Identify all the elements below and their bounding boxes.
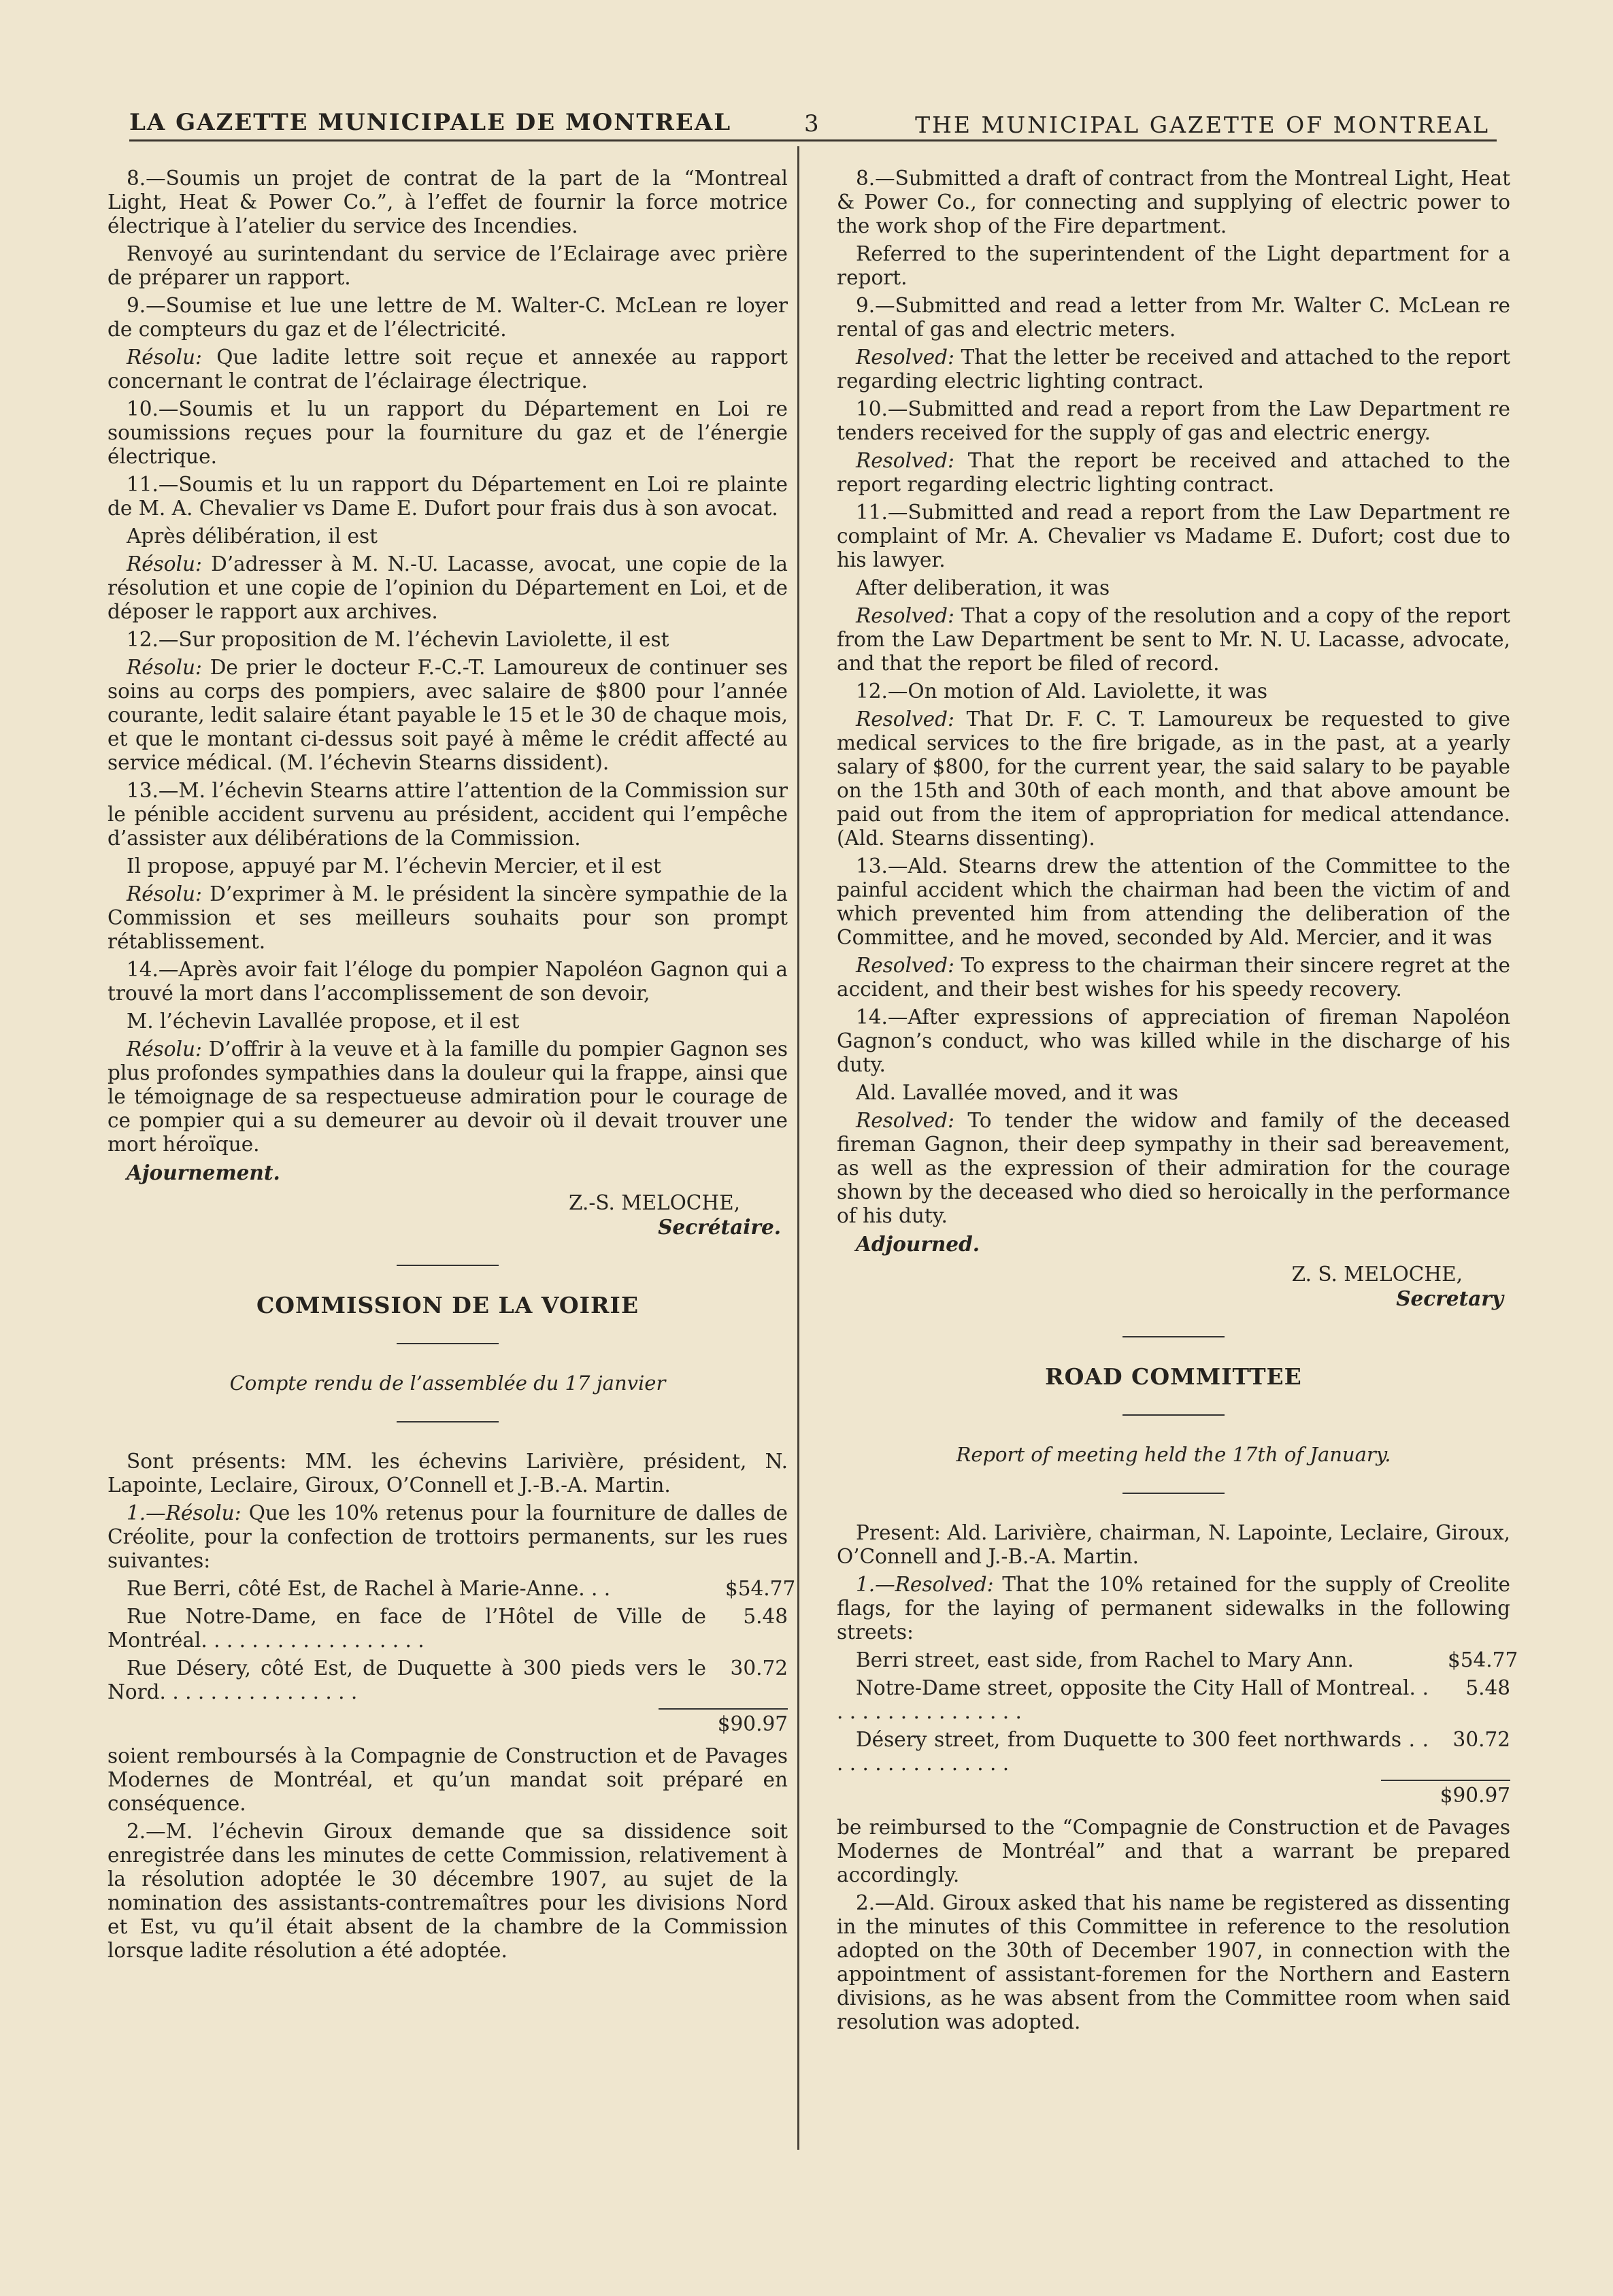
en-item-11-resolution (837, 604, 1510, 676)
fr-item-10: 10.—Soumis et lu un rapport du Département en Loi re soumissions reçues pour la fourniture du gaz et de l’énergie électrique. (107, 397, 788, 468)
signature-name: Z. S. MELOCHE, (1291, 1263, 1463, 1286)
amount-row (837, 1676, 1510, 1724)
fr-signature (107, 1191, 788, 1239)
fr-section-title: COMMISSION DE LA VOIRIE (256, 1292, 639, 1318)
resolution-label: 1.—Resolved: (856, 1573, 994, 1596)
fr-resolution-2: 2.—M. l’échevin Giroux demande que sa dissidence soit enregistrée dans les minutes de cette Commission, relativement à la résolution adoptée le 30 décembre 1907, au sujet de la nomination des assistants-contremaîtres pour les divisions Nord et Est, vu qu’il était absent de la chambre de la Commission lorsque ladite résolution a été adoptée. (107, 1820, 788, 1962)
fr-item-12-resolution (107, 656, 788, 775)
amount-row (837, 1648, 1518, 1672)
resolution-label: Resolved: (856, 954, 954, 977)
amount-value: 30.72 (1452, 1728, 1510, 1751)
en-item-11: 11.—Submitted and read a report from the Law Department re complaint of Mr. A. Chevalier vs Madame E. Dufort; cost due to his lawyer. (837, 501, 1510, 571)
amount-value: $54.77 (725, 1577, 796, 1600)
en-item-13: 13.—Ald. Stearns drew the attention of the Committee to the painful accident which the chairman had been the victim of and which prevented him from attending the deliberation of the Committee, and he moved, seconded by Ald. Mercier, and it was (837, 854, 1510, 949)
amount-label: Rue Berri, côté Est, de Rachel à Marie-Anne. . . (127, 1577, 611, 1600)
fr-amount-list (107, 1577, 796, 1736)
fr-item-14-resolution (107, 1037, 788, 1157)
resolution-text: D’exprimer à M. le président la sincère sympathie de la Commission et ses meilleurs souhaits pour son prompt rétablissement. (107, 882, 788, 953)
amount-value: 5.48 (743, 1605, 788, 1628)
column-english (837, 167, 1518, 2038)
resolution-label: Resolved: (856, 604, 954, 627)
en-signature (837, 1263, 1510, 1310)
amount-label: Notre-Dame street, opposite the City Hall of Montreal. . . . . . . . . . . . . . . . . (837, 1676, 1429, 1723)
en-item-10: 10.—Submitted and read a report from the Law Department re tenders received for the supply of gas and electric energy. (837, 397, 1510, 444)
section-rule (1123, 1414, 1225, 1416)
column-divider (797, 146, 799, 2150)
en-item-9: 9.—Submitted and read a letter from Mr. Walter C. McLean re rental of gas and electric meters. (837, 294, 1510, 341)
en-section-subtitle: Report of meeting held the 17th of January. (956, 1443, 1391, 1466)
signature-title: Secrétaire. (658, 1215, 781, 1239)
fr-item-11-resolution (107, 552, 788, 624)
resolution-label: Resolved: (856, 1109, 954, 1132)
fr-resolution-1-cont: soient remboursés à la Compagnie de Construction et de Pavages Modernes de Montréal, et qu’un mandat soit préparé en conséquence. (107, 1744, 788, 1815)
page-header (129, 109, 1490, 150)
en-deliberation: After deliberation, it was (856, 576, 1110, 599)
en-item-9-resolution (837, 346, 1510, 393)
amount-row (107, 1577, 796, 1601)
fr-item-13: 13.—M. l’échevin Stearns attire l’attention de la Commission sur le pénible accident survenu au président, accident qui l’empêche d’assister aux délibérations de la Commission. (107, 779, 788, 850)
resolution-label: Résolu: (127, 656, 202, 679)
total-rule (1381, 1780, 1510, 1781)
resolution-text: That Dr. F. C. T. Lamoureux be requested to give medical services to the fire brigade, as in the past, at a yearly salary of $800, for the current year, the said salary to be payable on the 15th and 30th of each month, and that above amount be paid out from the item of appropriation for medical attendance. (Ald. Stearns dissenting). (837, 708, 1510, 850)
resolution-text: Que les 10% retenus pour la fourniture de dalles de Créolite, pour la confection de trottoirs permanents, sur les rues suivantes: (107, 1501, 788, 1572)
header-rule (129, 139, 1497, 142)
resolution-text: D’adresser à M. N.-U. Lacasse, avocat, une copie de la résolution et une copie de l’opinion du Département en Loi, et de déposer le rapport aux archives. (107, 552, 788, 623)
fr-item-9: 9.—Soumise et lue une lettre de M. Walter-C. McLean re loyer de compteurs du gaz et de l’électricité. (107, 294, 788, 341)
total-rule (659, 1708, 788, 1710)
resolution-text: De prier le docteur F.-C.-T. Lamoureux de continuer ses soins au corps des pompiers, avec salaire de $800 pour l’année courante, ledit salaire étant payable le 15 et le 30 de chaque mois, et que le montant ci-dessus soit payé à même le crédit affecté au service médical. (M. l’échevin Stearns dissident). (107, 656, 788, 774)
section-rule (397, 1343, 499, 1344)
resolution-text: D’offrir à la veuve et à la famille du pompier Gagnon ses plus profondes sympathies dans la douleur qui la frappe, ainsi que le témoignage de sa respectueuse admiration pour le courage de ce pompier qui a su demeurer au devoir où il devait trouver une mort héroïque. (107, 1037, 788, 1156)
en-item-8: 8.—Submitted a draft of contract from the Montreal Light, Heat & Power Co., for connecting and supplying of electric power to the work shop of the Fire department. (837, 167, 1510, 237)
amount-label: Berri street, east side, from Rachel to Mary Ann. (856, 1648, 1354, 1671)
en-adjournment: Adjourned. (856, 1232, 980, 1256)
fr-adjournment: Ajournement. (127, 1161, 280, 1184)
amount-row (837, 1728, 1510, 1776)
amount-total: $90.97 (1440, 1784, 1510, 1807)
signature-title: Secretary (1396, 1286, 1503, 1310)
en-amount-list (837, 1648, 1518, 1808)
amount-label: Désery street, from Duquette to 300 feet northwards . . . . . . . . . . . . . . . . (837, 1728, 1429, 1775)
en-item-12: 12.—On motion of Ald. Laviolette, it was (856, 680, 1268, 703)
amount-row (107, 1657, 788, 1704)
fr-item-12: 12.—Sur proposition de M. l’échevin Laviolette, il est (127, 628, 669, 651)
en-present: Present: Ald. Larivière, chairman, N. Lapointe, Leclaire, Giroux, O’Connell and J.-B.-A. Martin. (837, 1521, 1510, 1568)
resolution-label: Résolu: (127, 552, 202, 576)
resolution-label: Resolved: (856, 346, 954, 369)
fr-item-13-motion: Il propose, appuyé par M. l’échevin Mercier, et il est (127, 854, 661, 878)
en-item-13-resolution (837, 954, 1510, 1001)
resolution-text: To tender the widow and family of the deceased fireman Gagnon, their deep sympathy in their sad bereavement, as well as the expression of their admiration for the courage shown by the deceased who died so heroically in the performance of his duty. (837, 1109, 1510, 1227)
en-item-8-referral: Referred to the superintendent of the Light department for a report. (837, 242, 1510, 289)
en-item-10-resolution (837, 449, 1510, 497)
resolution-label: Resolved: (856, 449, 954, 472)
header-title-en: THE MUNICIPAL GAZETTE OF MONTREAL (915, 112, 1490, 138)
section-rule (397, 1265, 499, 1266)
fr-item-9-resolution (107, 346, 788, 393)
en-resolution-1 (837, 1573, 1510, 1644)
amount-label: Rue Désery, côté Est, de Duquette à 300 pieds vers le Nord. . . . . . . . . . . . . . . . (107, 1657, 706, 1703)
fr-item-14: 14.—Après avoir fait l’éloge du pompier Napoléon Gagnon qui a trouvé la mort dans l’accomplissement de son devoir, (107, 958, 788, 1005)
section-rule (397, 1421, 499, 1422)
signature-name: Z.-S. MELOCHE, (569, 1191, 740, 1214)
amount-row (107, 1605, 788, 1652)
amount-value: 30.72 (730, 1657, 788, 1680)
resolution-label: 1.—Résolu: (127, 1501, 242, 1525)
en-item-12-resolution (837, 708, 1510, 850)
amount-total: $90.97 (717, 1712, 788, 1735)
resolution-text: To express to the chairman their sincere regret at the accident, and their best wishes for his speedy recovery. (837, 954, 1510, 1001)
resolution-text: That the letter be received and attached to the report regarding electric lighting contract. (837, 346, 1510, 393)
amount-value: $54.77 (1448, 1648, 1518, 1671)
amount-label: Rue Notre-Dame, en face de l’Hôtel de Ville de Montréal. . . . . . . . . . . . . . . . . . (107, 1605, 706, 1652)
en-resolution-1-cont: be reimbursed to the “Compagnie de Construction et de Pavages Modernes de Montréal” and that a warrant be prepared accordingly. (837, 1816, 1510, 1886)
resolution-text: Que ladite lettre soit reçue et annexée au rapport concernant le contrat de l’éclairage électrique. (107, 346, 788, 393)
en-section-title: ROAD COMMITTEE (1045, 1363, 1302, 1390)
fr-item-14-motion: M. l’échevin Lavallée propose, et il est (127, 1010, 520, 1033)
amount-value: 5.48 (1465, 1676, 1510, 1699)
resolution-label: Résolu: (127, 1037, 202, 1061)
resolution-text: That the 10% retained for the supply of Creolite flags, for the laying of permanent sidewalks in the following streets: (837, 1573, 1510, 1644)
en-item-14-motion: Ald. Lavallée moved, and it was (856, 1081, 1178, 1104)
fr-deliberation: Après délibération, il est (127, 525, 378, 548)
section-rule (1123, 1336, 1225, 1337)
header-title-fr: LA GAZETTE MUNICIPALE DE MONTREAL (129, 109, 732, 136)
fr-section-subtitle: Compte rendu de l’assemblée du 17 janvier (229, 1371, 666, 1395)
fr-item-8: 8.—Soumis un projet de contrat de la part de la “Montreal Light, Heat & Power Co.”, à l’effet de fournir la force motrice électrique à l’atelier du service des Incendies. (107, 167, 788, 237)
fr-item-11: 11.—Soumis et lu un rapport du Département en Loi re plainte de M. A. Chevalier vs Dame E. Dufort pour frais dus à son avocat. (107, 473, 788, 520)
resolution-label: Résolu: (127, 882, 202, 905)
page-number: 3 (804, 110, 819, 137)
fr-resolution-1 (107, 1501, 788, 1573)
fr-item-8-referral: Renvoyé au surintendant du service de l’Eclairage avec prière de préparer un rapport. (107, 242, 788, 289)
column-french (107, 167, 796, 1967)
resolution-text: That a copy of the resolution and a copy of the report from the Law Department be sent to Mr. N. U. Lacasse, advocate, and that the report be filed of record. (837, 604, 1510, 675)
fr-present: Sont présents: MM. les échevins Larivière, président, N. Lapointe, Leclaire, Giroux, O’Connell et J.-B.-A. Martin. (107, 1450, 788, 1497)
resolution-text: That the report be received and attached to the report regarding electric lighting contract. (837, 449, 1510, 496)
fr-item-13-resolution (107, 882, 788, 954)
section-rule (1123, 1493, 1225, 1494)
en-resolution-2: 2.—Ald. Giroux asked that his name be registered as dissenting in the minutes of this Committee in reference to the resolution adopted on the 30th of December 1907, in connection with the appointment of assistant-foremen for the Northern and Eastern divisions, as he was absent from the Committee room when said resolution was adopted. (837, 1891, 1510, 2033)
resolution-label: Resolved: (856, 708, 954, 731)
resolution-label: Résolu: (127, 346, 202, 369)
en-item-14-resolution (837, 1109, 1510, 1228)
en-item-14: 14.—After expressions of appreciation of fireman Napoléon Gagnon’s conduct, who was killed while in the discharge of his duty. (837, 1005, 1510, 1076)
